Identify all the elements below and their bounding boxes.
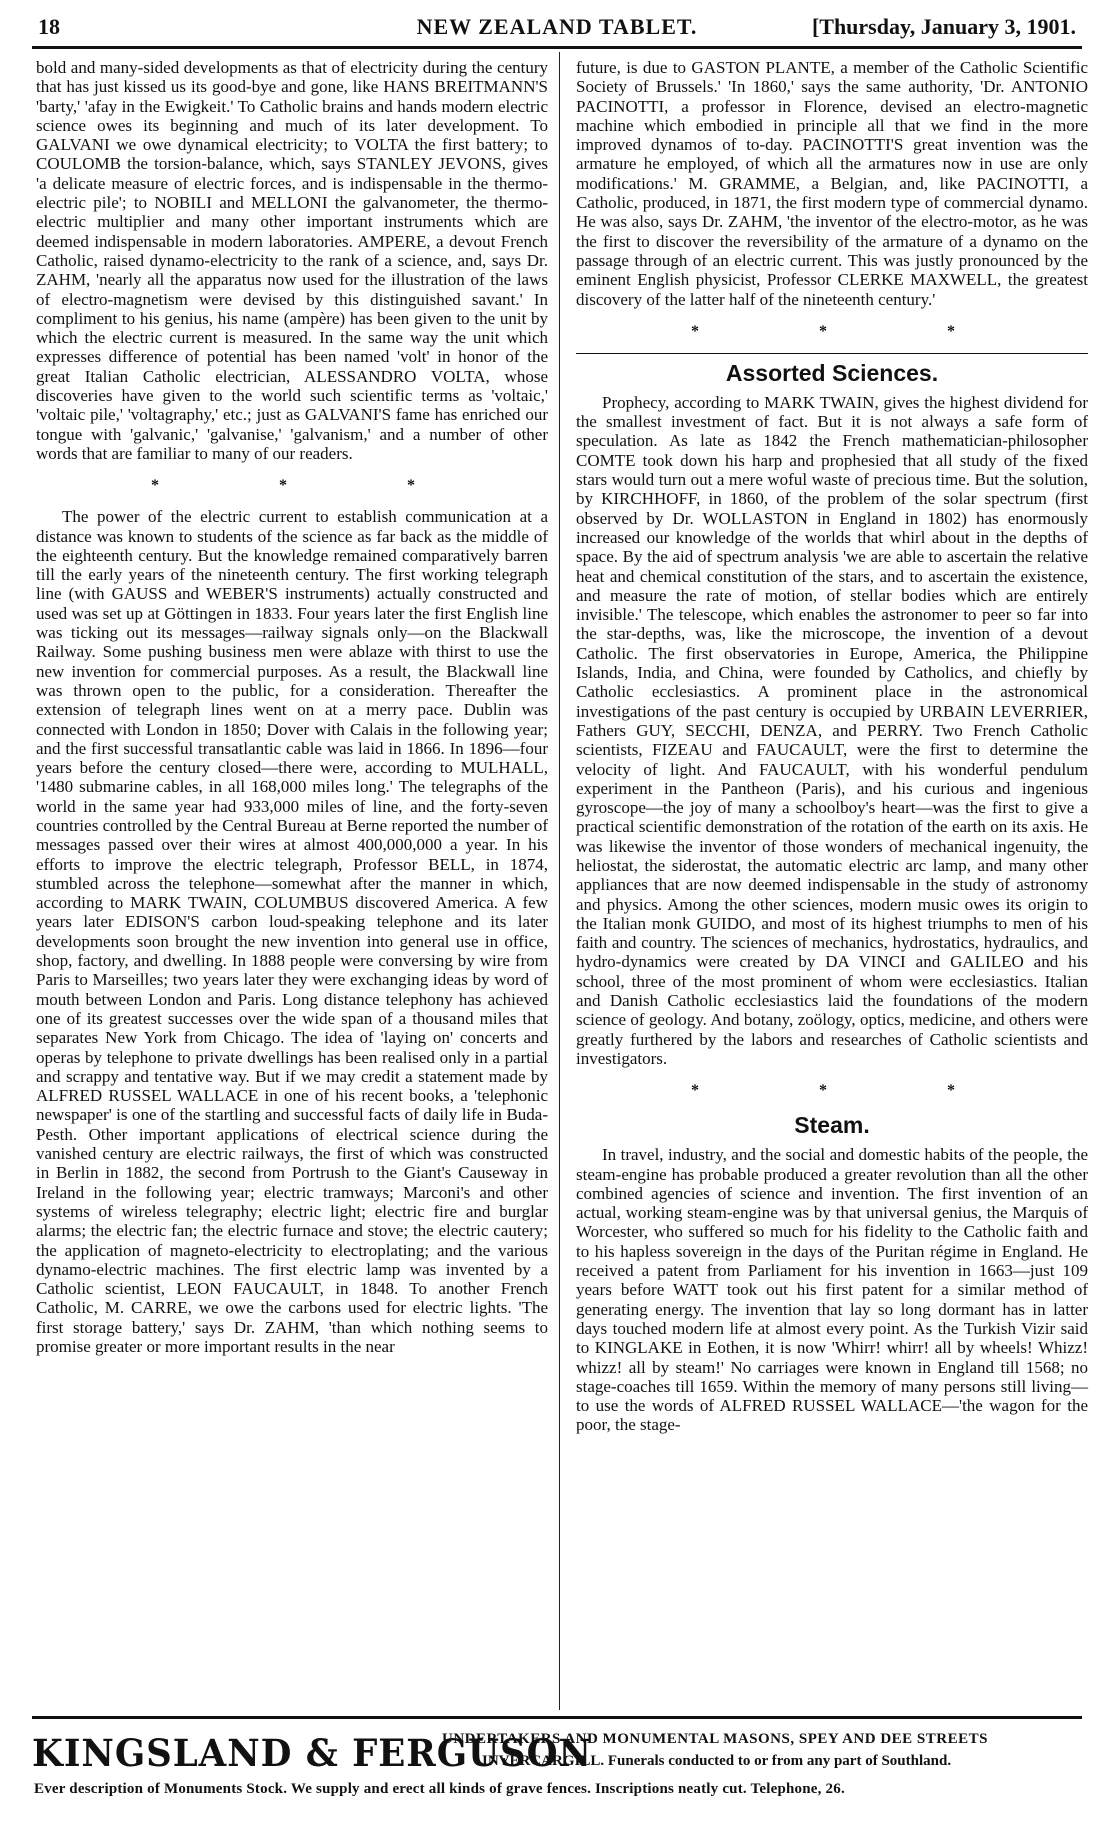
column-divider (559, 52, 560, 1710)
issue-date: [Thursday, January 3, 1901. (811, 14, 1076, 39)
article-paragraph: bold and many-sided developments as that of electricity during the century that has just kissed us its good-bye and gone, like HANS BREITMANN'S 'barty,' 'afay in the Ewigkeit.' To Catholic brains and hands modern electric science owes its beginning and much of its later development. To GALVANI we owe dynamical electricity; to VOLTA the first battery; to COULOMB the torsion-balance, which, says STANLEY JEVONS, gives 'a delicate measure of electric forces, and is indispensable in the thermo-electric pile'; to NOBILI and MELLONI the galvanometer, the thermo-electric multiplier and many other important instruments which are deemed indispensable in modern laboratories. AMPERE, a devout French Catholic, raised dynamo-electricity to the rank of a science, and, says Dr. ZAHM, 'nearly all the apparatus now used for the illustration of the laws of electro-magnetism were devised by this distinguished savant.' In compliment to his genius, his name (ampère) has been given to the unit by which the electric current is measured. In the same way the unit which expresses difference of potential has been named 'volt' in honor of the great Italian Catholic electrician, ALESSANDRO VOLTA, whose discoveries have given to the world such scientific terms as 'voltaic,' 'voltaic pile,' 'voltagraphy,' etc.; just as GALVANI'S fame has enriched our tongue with 'galvanic,' 'galvanise,' 'galvanism,' and a number of other words that are familiar to many of our readers. (36, 58, 548, 463)
ad-line: UNDERTAKERS AND MONUMENTAL MASONS, SPEY AND DEE STREETS (442, 1731, 988, 1747)
page-header (32, 8, 1082, 49)
advertisement-footer (32, 1716, 1082, 1831)
section-stars: * * * (691, 1082, 1013, 1100)
section-stars: * * * (691, 322, 1013, 340)
page-number: 18 (38, 14, 60, 39)
advertiser-logo: KINGSLAND & FERGUSON (32, 1731, 592, 1775)
article-paragraph: The power of the electric current to establish communication at a distance was known to students of the science as far back as the middle of the eighteenth century. But the knowledge remained comparatively barren till the early years of the nineteenth century. The first working telegraph line (with GAUSS and WEBER'S instruments) actually constructed and used was set up at Göttingen in 1833. Four years later the first English line was ticking out its messages—railway signals only—on the Blackwall Railway. Some pushing business men were ablaze with thirst to use the new invention for commercial purposes. As a result, the Blackwall line was thrown open to the public, for a consideration. Thereafter the extension of telegraph lines went on at a merry pace. Dublin was connected with London in 1850; Dover with Calais in the following year; and the first successful transatlantic cable was laid in 1866. In 1896—four years before the century closed—there were, according to MULHALL, '1480 submarine cables, in all 168,000 miles long.' The telegraphs of the world in the same year had 933,000 miles of line, and the forty-seven countries controlled by the Central Bureau at Berne reported the number of messages passed over their wires at almost 400,000,000 a year. In his efforts to improve the electric telegraph, Professor BELL, in 1874, stumbled across the telephone—somewhat after the manner in which, according to MARK TWAIN, COLUMBUS discovered America. A few years later EDISON'S carbon loud-speaking telephone and its later developments soon brought the new invention into general use in office, shop, factory, and dwelling. In 1888 people were conversing by wire from Paris to Marseilles; two years later they were exchanging ideas by word of mouth between London and Paris. Long distance telephony has achieved one of its greatest successes over the wide span of a thousand miles that separates New York from Chicago. The idea of 'laying on' concerts and operas by telephone to private dwellings has been realised only in a partial and scrappy and tentative way. But if we may credit a statement made by ALFRED RUSSEL WALLACE in one of his recent books, a 'telephonic newspaper' is one of the startling and successful facts of daily life in Buda-Pesth. Other important applications of electrical science during the vanished century are electric railways, the first of which was constructed in Berlin in 1882, the second from Portrush to the Giant's Causeway in Ireland in the following year; electric tramways; Marconi's and other systems of wireless telegraphy; electric light; electric fire and burglar alarms; the electric fan; the electric furnace and stove; the electric cautery; the application of magneto-electricity to electroplating; and the various dynamo-electric machines. The first electric lamp was invented by a Catholic scientist, LEON FAUCAULT, in 1848. To another French Catholic, M. CARRE, we owe the carbons used for electric lights. 'The first storage battery,' says Dr. ZAHM, 'than which nothing seems to promise greater or more important results in the near (36, 507, 548, 1356)
article-paragraph: Prophecy, according to MARK TWAIN, gives the highest dividend for the smallest investment of fact. But it is not always a safe form of speculation. As late as 1842 the French mathematician-philosopher COMTE took down his harp and prophesied that all study of the fixed stars would turn out a mere woful waste of precious time. But the solution, by KIRCHHOFF, in 1860, of the problem of the solar spectrum (first observed by Dr. WOLLASTON in England in 1802) has enormously increased our knowledge of the worlds that whirl about in the depths of space. By the aid of spectrum analysis 'we are able to ascertain the relative heat and chemical constitution of the stars, and to ascertain the existence, and measure the rate of motion, of stellar bodies which are entirely invisible.' The telescope, which enables the astronomer to peer so far into the star-depths, was, like the microscope, the invention of a devout Catholic. The first observatories in Europe, America, the Philippine Islands, India, and China, were founded by Catholics, and chiefly by Catholic ecclesiastics. A prominent place in the astronomical investigations of the past century is occupied by URBAIN LEVERRIER, Fathers GUY, SECCHI, DENZA, and PERRY. Two French Catholic scientists, FIZEAU and FAUCAULT, were the first to determine the velocity of light. And FAUCAULT, with his wonderful pendulum experiment in the Pantheon (Paris), and his curious and ingenious gyroscope—the joy of many a schoolboy's heart—was the first to give a practical scientific demonstration of the rotation of the earth on its axis. He was likewise the inventor of those wonders of mechanical ingenuity, the heliostat, the siderostat, the automatic electric arc lamp, and many other appliances that are now deemed indispensable in the study of astronomy and physics. Among the other sciences, modern music owes its origin to the Italian monk GUIDO, and most of its highest triumphs to men of his faith and country. The sciences of mechanics, hydrostatics, hydraulics, and hydro-dynamics were created by DA VINCI and GALILEO and his school, three of the most prominent of whom were ecclesiastics. Italian and Danish Catholic ecclesiastics laid the foundations of the modern science of geology. And botany, zoölogy, optics, medicine, and others were greatly furthered by the labors and researches of Catholic scientists and investigators. (576, 392, 1088, 1068)
article-paragraph: future, is due to GASTON PLANTE, a member of the Catholic Scientific Society of Brussels.' 'In 1860,' says the same authority, 'Dr. ANTONIO PACINOTTI, a professor in Florence, devised an electro-magnetic machine which embodied in principle all that we find in the more improved dynamos of to-day. PACINOTTI'S great invention was the armature he employed, of which all the armatures now in use are only modifications.' M. GRAMME, a Belgian, and, like PACINOTTI, a Catholic, produced, in 1871, the first modern type of commercial dynamo. He was also, says Dr. ZAHM, 'the inventor of the electro-motor, as he was the first to discover the reversibility of the armature of a dynamo on the passage through of an electric current. This was justly pronounced by the eminent English physicist, Professor CLERKE MAXWELL, the greatest discovery of the latter half of the nineteenth century.' (576, 58, 1088, 309)
ad-line: INVERCARGILL. Funerals conducted to or from any part of Southland. (482, 1753, 952, 1769)
left-column (36, 58, 548, 1356)
section-heading: Steam. (794, 1112, 870, 1139)
section-stars: * * * (151, 477, 473, 495)
article-paragraph: In travel, industry, and the social and domestic habits of the people, the steam-engine has probable produced a greater revolution than all the other combined agencies of science and invention. The first invention of an actual, working steam-engine was by that universal genius, the Marquis of Worcester, who suffered so much for his fidelity to the Catholic faith and to his hapless sovereign in the days of the Puritan régime in England. He received a patent from Parliament for his invention in 1663—just 109 years before WATT took out his first patent for a similar method of generating energy. The invention that lay so long dormant has in latter days touched modern life at almost every point. As the Turkish Vizir said to KINGLAKE in Eothen, it is now 'Whirr! whirr! all by wheels! Whizz! whizz! all by steam!' No carriages were known in England till 1568; no stage-coaches till 1659. Within the memory of many persons still living—to use the words of ALFRED RUSSEL WALLACE—'the wagon for the poor, the stage- (576, 1145, 1088, 1435)
right-column (576, 58, 1088, 1435)
section-divider (576, 353, 1088, 354)
newspaper-title: NEW ZEALAND TABLET. (416, 14, 698, 39)
section-heading: Assorted Sciences. (725, 359, 939, 386)
ad-line: Ever description of Monuments Stock. We supply and erect all kinds of grave fences. Inscriptions neatly cut. Telephone, 26. (34, 1781, 845, 1797)
